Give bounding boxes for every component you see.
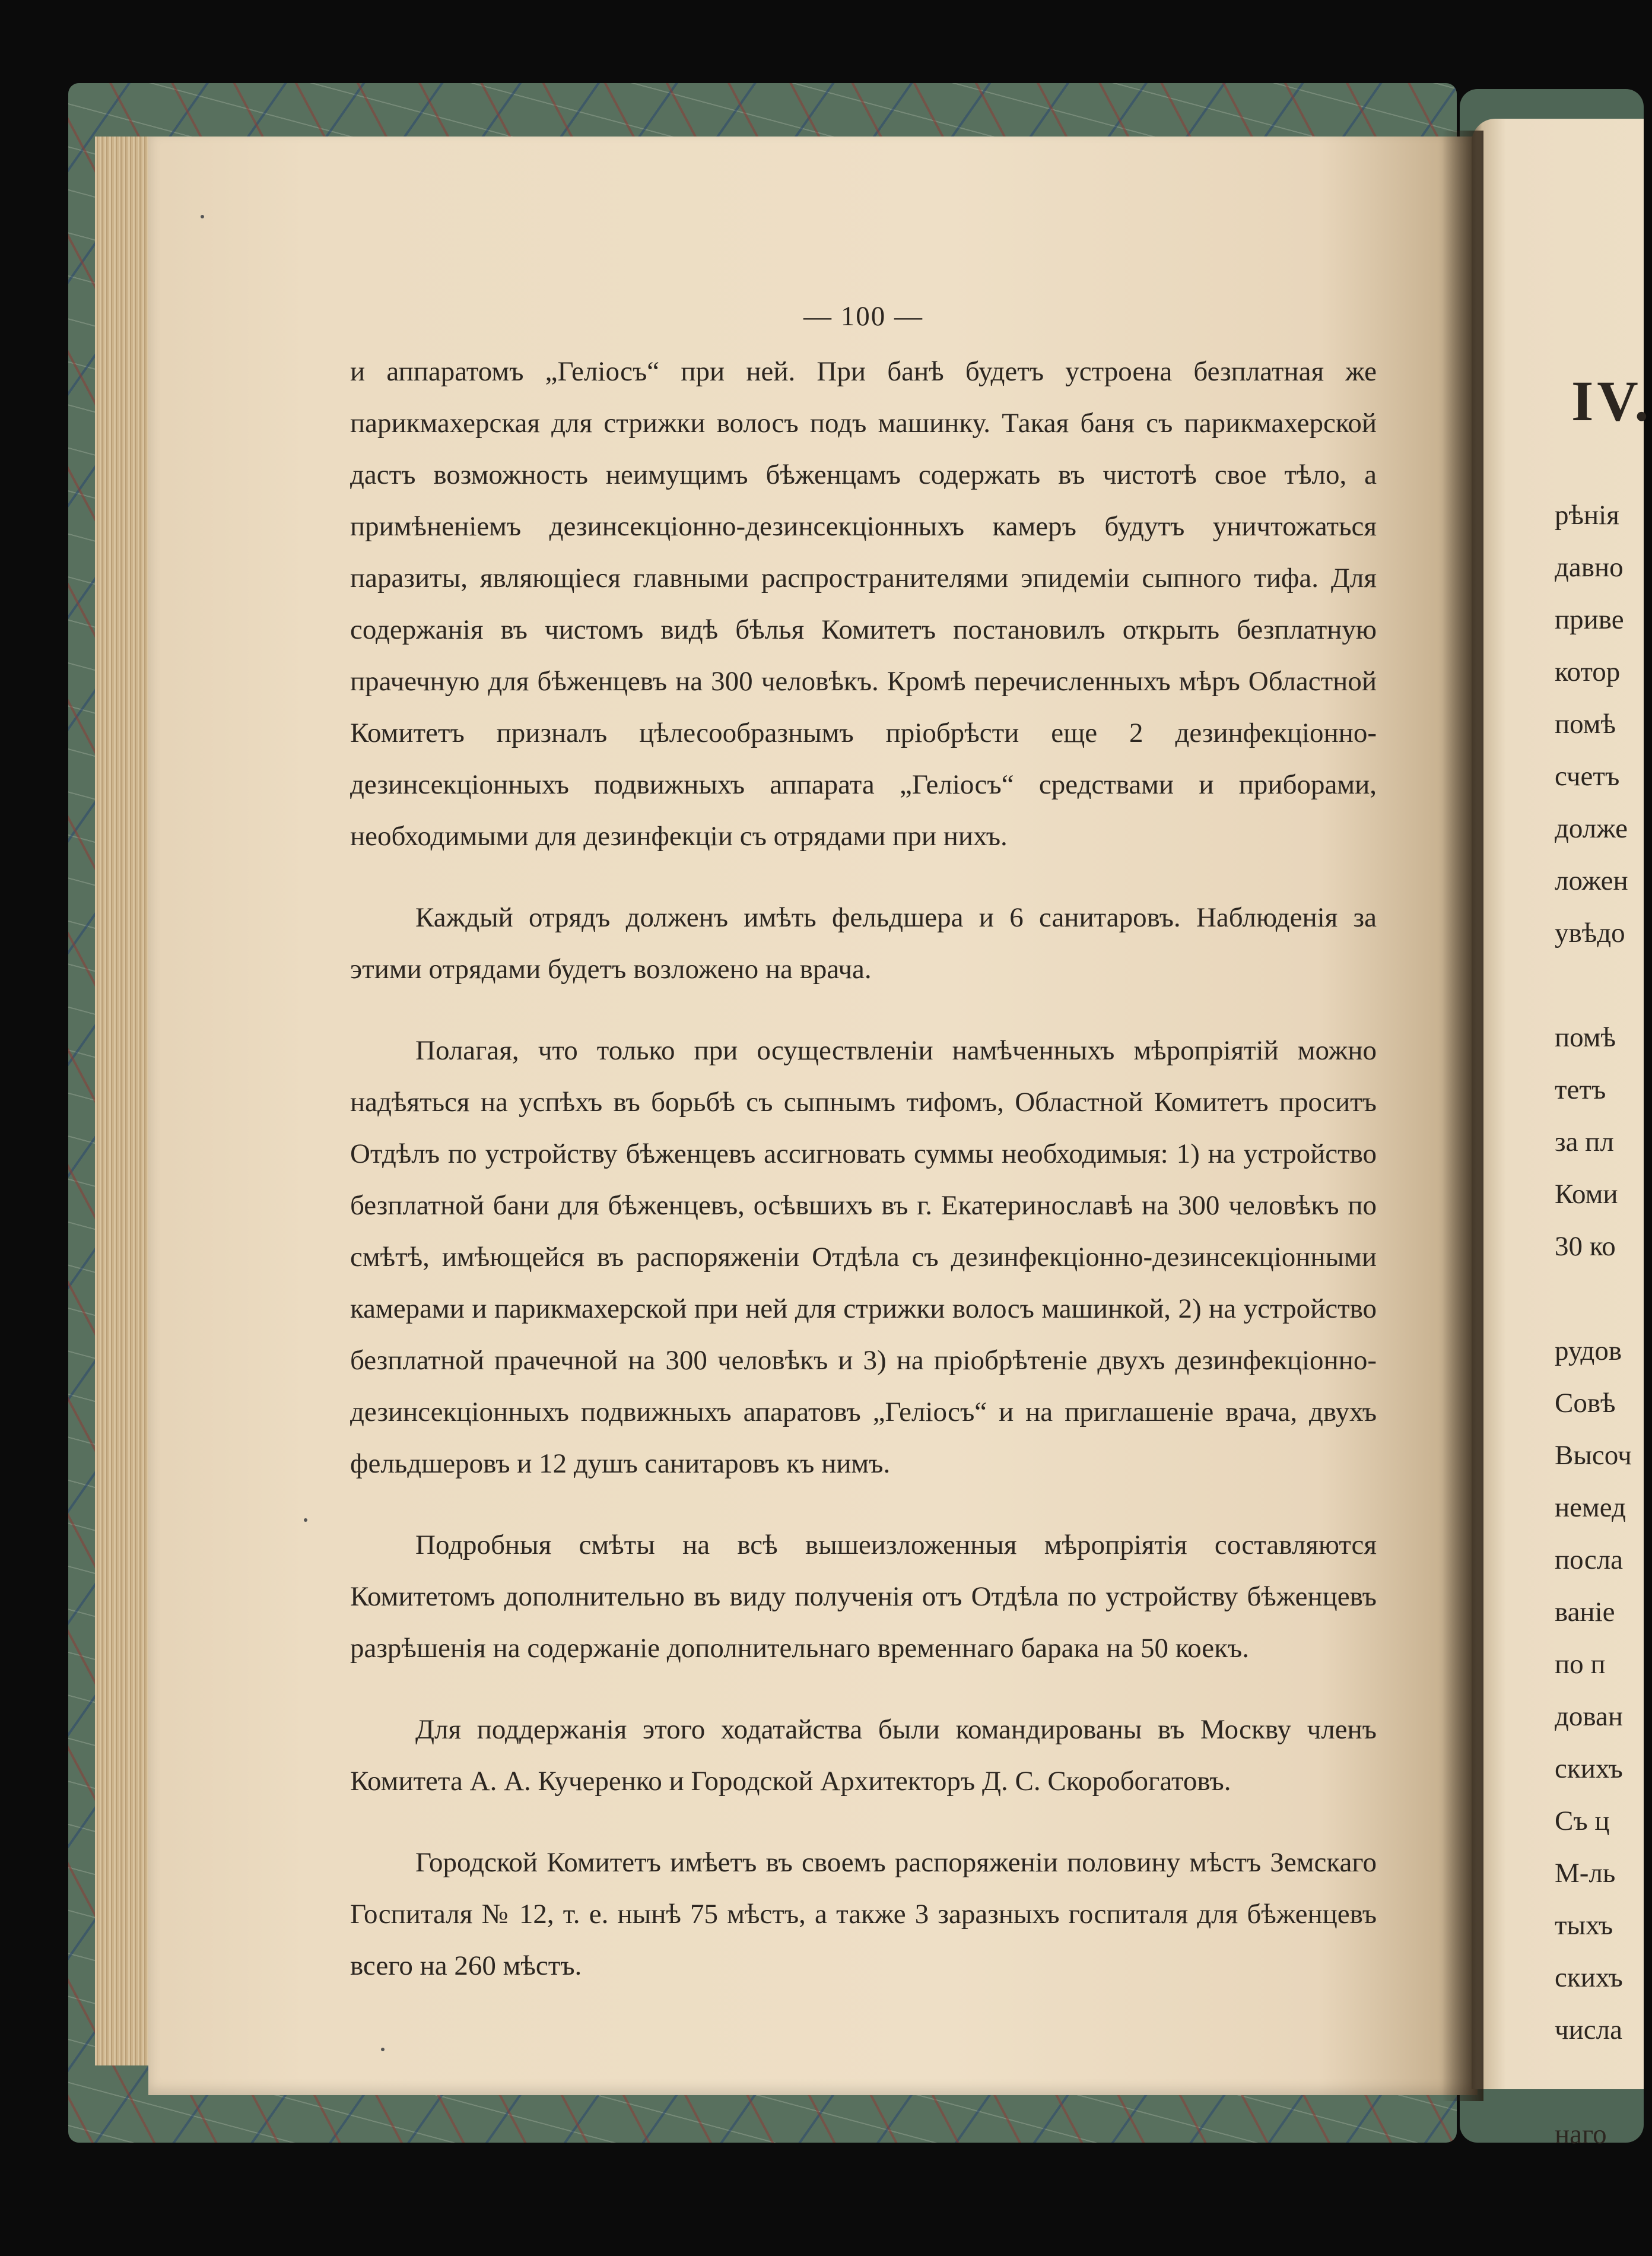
- right-page-line: рудов: [1555, 1335, 1622, 1366]
- right-page-line: [1555, 332, 1650, 385]
- right-page-line: тыхъ: [1555, 1910, 1613, 1941]
- speck: [201, 215, 204, 218]
- paragraph: Городской Комитетъ имѣетъ въ своемъ распоряженіи половину мѣстъ Земскаго Госпиталя № 12, т. е. нынѣ 75 мѣстъ, а также 3 заразныхъ госпиталя для бѣженцевъ всего на 260 мѣстъ.: [350, 1847, 1377, 1981]
- paragraph: Подробныя смѣты на всѣ вышеизложенныя мѣропріятія составляются Комитетомъ дополнительно въ виду полученія отъ Отдѣла по устройству бѣженцевъ разрѣшенія на содержаніе дополнительнаго временнаго барака на 50 коекъ.: [350, 1530, 1377, 1664]
- right-page-line: за пл: [1555, 1127, 1614, 1157]
- left-page-text: [350, 291, 1377, 2022]
- right-page-line: Съ ц: [1555, 1806, 1610, 1836]
- speck: [381, 2048, 385, 2051]
- right-page-line: скихъ: [1555, 1962, 1623, 1993]
- paragraph: Для поддержанія этого ходатайства были командированы въ Москву членъ Комитета А. А. Кучеренко и Городской Архитекторъ Д. С. Скоробогатовъ.: [350, 1714, 1377, 1797]
- right-page-line: наго: [1555, 2119, 1607, 2150]
- right-page-line: счетъ: [1555, 761, 1620, 792]
- right-page-line: Коми: [1555, 1179, 1618, 1210]
- right-page-line: [1555, 385, 1650, 437]
- right-page-line: по п: [1555, 1649, 1606, 1680]
- right-page-line: помѣ: [1555, 1022, 1616, 1053]
- right-page-line: увѣдо: [1555, 918, 1625, 948]
- right-page-heading: IV.: [1571, 369, 1652, 433]
- right-page-text: [1555, 332, 1650, 2160]
- paragraph: Каждый отрядъ долженъ имѣть фельдшера и 6 санитаровъ. Наблюденія за этими отрядами будетъ возложено на врача.: [350, 902, 1377, 985]
- page-number: — 100 —: [803, 301, 923, 332]
- right-page-line: ложен: [1555, 865, 1628, 896]
- right-page-line: помѣ: [1555, 709, 1616, 740]
- paragraph: Полагая, что только при осуществленіи намѣченныхъ мѣропріятій можно надѣяться на успѣхъ въ борьбѣ съ сыпнымъ тифомъ, Областной Комитетъ проситъ Отдѣлъ по устройству бѣженцевъ ассигновать суммы необходимыя: 1) на устройство безплатной бани для бѣженцевъ, осѣвшихъ въ г. Екатеринославѣ на 300 человѣкъ по смѣтѣ, имѣющейся въ распоряженіи Отдѣла съ дезинфекціонно-дезинсекціонными камерами и парикмахерской при ней для стрижки волосъ машинкой, 2) на устройство безплатной прачечной на 300 человѣкъ и 3) на пріобрѣтеніе двухъ дезинфекціонно-дезинсекціонныхъ подвижныхъ апаратовъ „Геліосъ“ и на приглашеніе врача, двухъ фельдшеровъ и 12 душъ санитаровъ къ нимъ.: [350, 1035, 1377, 1479]
- right-page-line: [1555, 437, 1650, 489]
- right-page-line: числа: [1555, 2014, 1622, 2045]
- right-page-line: рѣнія: [1555, 500, 1619, 531]
- right-page-line: Совѣ: [1555, 1388, 1616, 1419]
- right-page-line: [1555, 2056, 1650, 2108]
- right-page-line: [1555, 959, 1650, 1011]
- right-page-line: приве: [1555, 604, 1624, 635]
- right-page-line: Высоч: [1555, 1440, 1632, 1471]
- right-page-line: котор: [1555, 656, 1621, 687]
- speck: [304, 1518, 307, 1522]
- right-page-line: долже: [1555, 813, 1628, 844]
- right-page-line: [1555, 1273, 1650, 1325]
- paragraph: и аппаратомъ „Геліосъ“ при ней. При банѣ будетъ устроена безплатная же парикмахерская для стрижки волосъ подъ машинку. Такая баня съ парикмахерской дастъ возможность неимущимъ бѣженцамъ содержать въ чистотѣ свое тѣло, а примѣненіемъ дезинсекціонно-дезинсекціонныхъ камеръ будутъ уничтожаться паразиты, являющіеся главными распространителями эпидеміи сыпного тифа. Для содержанія въ чистомъ видѣ бѣлья Комитетъ постановилъ открыть безплатную прачечную для бѣженцевъ на 300 человѣкъ. Кромѣ перечисленныхъ мѣръ Областной Комитетъ призналъ цѣлесообразнымъ пріобрѣсти еще 2 дезинфекціонно-дезинсекціонныхъ подвижныхъ аппарата „Геліосъ“ средствами и приборами, необходимыми для дезинфекціи съ отрядами при нихъ.: [350, 356, 1377, 852]
- right-page-line: давно: [1555, 552, 1624, 583]
- right-page-line: тетъ: [1555, 1074, 1606, 1105]
- right-page-line: посла: [1555, 1544, 1623, 1575]
- right-page-line: М-ль: [1555, 1858, 1616, 1889]
- gutter-shadow: [1442, 131, 1483, 2101]
- right-page-line: 30 ко: [1555, 1231, 1616, 1262]
- right-page-line: скихъ: [1555, 1753, 1623, 1784]
- right-page-line: ваніе: [1555, 1597, 1615, 1627]
- right-page-line: немед: [1555, 1492, 1626, 1523]
- right-page-line: дован: [1555, 1701, 1623, 1732]
